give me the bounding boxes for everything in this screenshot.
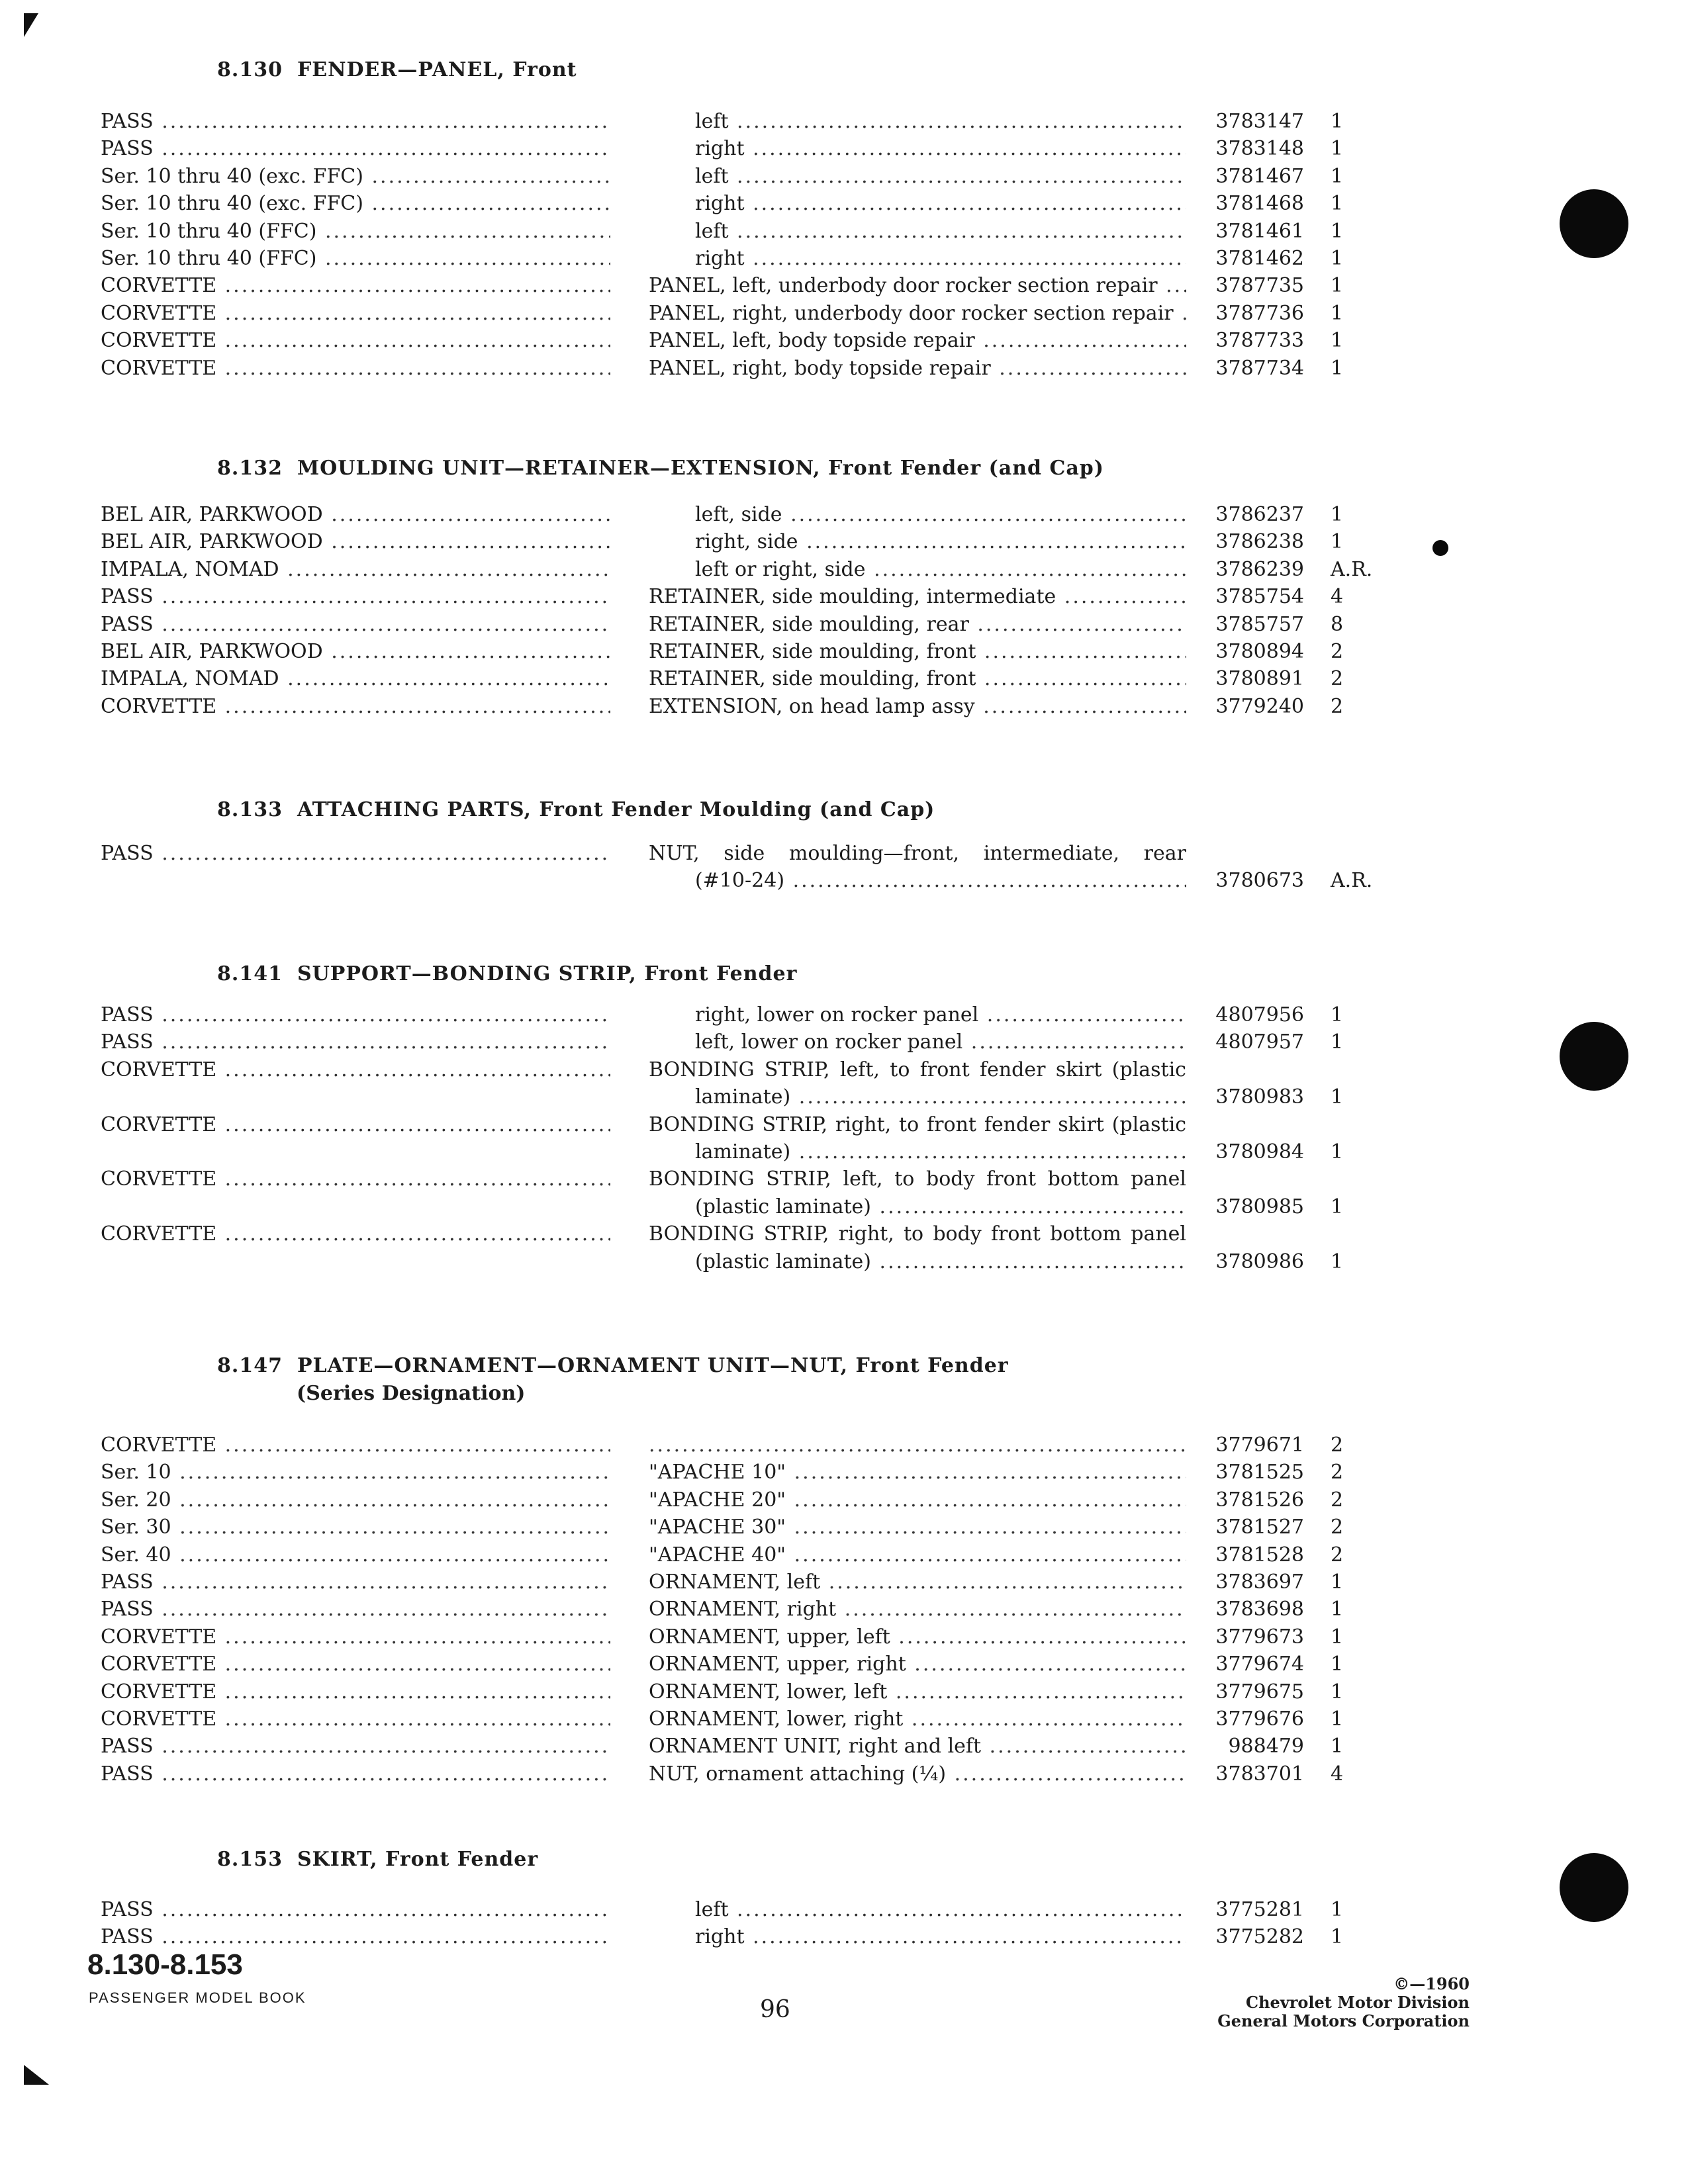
part-number-cell: 3781468 [1215, 192, 1304, 216]
quantity-cell: 1 [1331, 530, 1344, 554]
quantity-cell: 8 [1331, 612, 1344, 636]
description-cell: "APACHE 30" ..... [649, 1514, 1186, 1541]
part-number-cell: 3780984 [1215, 1140, 1304, 1163]
quantity-cell: 1 [1331, 1250, 1344, 1273]
model-cell: PASS ..... [101, 1924, 610, 1950]
description-cell: right ..... [695, 1924, 1186, 1950]
description-cell: right ..... [695, 191, 1186, 217]
part-number-cell: 3780894 [1215, 640, 1304, 663]
model-cell: PASS ..... [101, 584, 610, 610]
quantity-cell: 1 [1331, 1898, 1344, 1921]
section-number: 8.141 [217, 962, 283, 985]
part-number-cell: 4807956 [1215, 1003, 1304, 1026]
description-cell: NUT, ornament attaching (¼) ..... [649, 1761, 1186, 1788]
quantity-cell: 1 [1331, 356, 1344, 380]
table-row [0, 109, 1688, 135]
publisher-division: Chevrolet Motor Division [1246, 1993, 1470, 2012]
quantity-cell: 1 [1331, 192, 1344, 216]
description-cell: BONDING STRIP, left, to front fender skirt (plastic [649, 1058, 1186, 1081]
quantity-cell: 1 [1331, 219, 1344, 243]
table-row [0, 841, 1688, 893]
description-continuation: laminate) ..... [695, 1084, 1186, 1111]
model-cell: Ser. 10 ..... [101, 1459, 610, 1486]
copyright-notice: ©—1960 [1393, 1974, 1470, 1993]
model-cell: PASS ..... [101, 136, 610, 162]
description-cell: left, side ..... [695, 502, 1186, 528]
model-cell: CORVETTE ..... [101, 273, 610, 299]
model-cell: CORVETTE ..... [101, 694, 610, 720]
model-cell: PASS ..... [101, 612, 610, 638]
part-number-cell: 3780891 [1215, 667, 1304, 691]
part-number-cell: 3785754 [1215, 585, 1304, 609]
quantity-cell: 1 [1331, 1598, 1344, 1621]
model-cell: PASS ..... [101, 1596, 610, 1623]
part-number-cell: 3780673 [1215, 869, 1304, 893]
quantity-cell: 1 [1331, 1653, 1344, 1676]
quantity-cell: 1 [1331, 1707, 1344, 1731]
description-cell: left, lower on rocker panel ..... [695, 1029, 1186, 1056]
model-cell: PASS ..... [101, 1761, 610, 1788]
table-row [0, 666, 1688, 692]
description-cell: "APACHE 20" ..... [649, 1487, 1186, 1514]
model-cell: BEL AIR, PARKWOOD ..... [101, 639, 610, 665]
table-row [0, 639, 1688, 665]
model-cell: BEL AIR, PARKWOOD ..... [101, 502, 610, 528]
part-number-cell: 3783697 [1215, 1570, 1304, 1594]
description-cell: right ..... [695, 246, 1186, 272]
table-row [0, 1651, 1688, 1678]
description-cell: right ..... [695, 136, 1186, 162]
description-cell: ORNAMENT, upper, right ..... [649, 1651, 1186, 1678]
part-number-cell: 988479 [1228, 1735, 1304, 1758]
table-row [0, 584, 1688, 610]
quantity-cell: 2 [1331, 1543, 1344, 1567]
footer-book-title: PASSENGER MODEL BOOK [89, 1989, 306, 2006]
table-row [0, 1733, 1688, 1760]
part-number-cell: 3786239 [1215, 557, 1304, 581]
section-title [217, 962, 797, 985]
model-cell: Ser. 30 ..... [101, 1514, 610, 1541]
table-row [0, 529, 1688, 555]
section-title [217, 1848, 538, 1871]
description-continuation: (#10-24) ..... [695, 868, 1186, 894]
quantity-cell: 1 [1331, 329, 1344, 353]
part-number-cell: 3781461 [1215, 219, 1304, 243]
section-title [217, 58, 577, 81]
description-cell: left ..... [695, 218, 1186, 245]
description-cell: RETAINER, side moulding, front ..... [649, 639, 1186, 665]
description-cell: PANEL, right, body topside repair ..... [649, 355, 1186, 382]
description-cell: "APACHE 40" ..... [649, 1542, 1186, 1569]
section-title [217, 1354, 1009, 1377]
model-cell: Ser. 20 ..... [101, 1487, 610, 1514]
quantity-cell: 4 [1331, 585, 1344, 609]
part-number-cell: 3781527 [1215, 1516, 1304, 1539]
model-cell: PASS ..... [101, 1569, 610, 1596]
description-cell: EXTENSION, on head lamp assy ..... [649, 694, 1186, 720]
section-number: 8.147 [217, 1354, 283, 1377]
table-row [0, 1514, 1688, 1541]
part-number-cell: 3779675 [1215, 1680, 1304, 1704]
table-row [0, 1542, 1688, 1569]
quantity-cell: A.R. [1331, 557, 1373, 581]
quantity-cell: 1 [1331, 274, 1344, 298]
description-cell: ORNAMENT UNIT, right and left ..... [649, 1733, 1186, 1760]
section-heading: SUPPORT—BONDING STRIP, Front Fender [297, 962, 798, 985]
quantity-cell: 1 [1331, 1030, 1344, 1054]
model-cell: CORVETTE ..... [101, 355, 610, 382]
section-heading: ATTACHING PARTS, Front Fender Moulding (and Cap) [297, 798, 935, 821]
description-cell: ORNAMENT, left ..... [649, 1569, 1186, 1596]
part-number-cell: 3779676 [1215, 1707, 1304, 1731]
table-row [0, 1624, 1688, 1651]
table-row [0, 557, 1688, 583]
model-cell: Ser. 10 thru 40 (exc. FFC) ..... [101, 163, 610, 190]
quantity-cell: 2 [1331, 694, 1344, 718]
quantity-cell: 1 [1331, 1085, 1344, 1109]
table-row [0, 1459, 1688, 1486]
table-row [0, 246, 1688, 272]
part-number-cell: 3783698 [1215, 1598, 1304, 1621]
quantity-cell: A.R. [1331, 869, 1373, 893]
table-row [0, 1706, 1688, 1733]
description-cell: ORNAMENT, right ..... [649, 1596, 1186, 1623]
description-cell: NUT, side moulding—front, intermediate, rear [649, 842, 1186, 865]
table-row [0, 218, 1688, 245]
model-cell: CORVETTE ..... [101, 1651, 610, 1678]
description-continuation: laminate) ..... [695, 1139, 1186, 1165]
description-cell: ORNAMENT, upper, left ..... [649, 1624, 1186, 1651]
part-number-cell: 3775282 [1215, 1925, 1304, 1949]
description-cell: left ..... [695, 163, 1186, 190]
description-continuation: (plastic laminate) ..... [695, 1194, 1186, 1220]
table-row [0, 1112, 1688, 1163]
part-number-cell: 3785757 [1215, 612, 1304, 636]
quantity-cell: 2 [1331, 1488, 1344, 1512]
table-row [0, 1057, 1688, 1109]
model-cell: PASS ..... [101, 841, 610, 867]
table-row [0, 612, 1688, 638]
section-heading: FENDER—PANEL, Front [297, 58, 577, 81]
table-row [0, 1029, 1688, 1056]
description-cell: left ..... [695, 109, 1186, 135]
description-cell: PANEL, right, underbody door rocker section repair ..... [649, 300, 1186, 327]
part-number-cell: 3781528 [1215, 1543, 1304, 1567]
corner-crop-mark [24, 2065, 49, 2085]
model-cell: PASS ..... [101, 1029, 610, 1056]
table-row [0, 191, 1688, 217]
model-cell: BEL AIR, PARKWOOD ..... [101, 529, 610, 555]
quantity-cell: 1 [1331, 1003, 1344, 1026]
section-number: 8.132 [217, 457, 283, 480]
part-number-cell: 3781467 [1215, 164, 1304, 188]
model-cell: Ser. 10 thru 40 (FFC) ..... [101, 246, 610, 272]
model-cell: PASS ..... [101, 1002, 610, 1028]
description-cell: BONDING STRIP, right, to body front bottom panel [649, 1222, 1186, 1246]
quantity-cell: 2 [1331, 1461, 1344, 1484]
quantity-cell: 1 [1331, 301, 1344, 325]
model-cell: CORVETTE ..... [101, 1624, 610, 1651]
table-row [0, 273, 1688, 299]
section-heading: SKIRT, Front Fender [297, 1848, 539, 1871]
part-number-cell: 3781526 [1215, 1488, 1304, 1512]
description-cell: right, lower on rocker panel ..... [695, 1002, 1186, 1028]
part-number-cell: 3775281 [1215, 1898, 1304, 1921]
part-number-cell: 3787735 [1215, 274, 1304, 298]
table-row [0, 1432, 1688, 1459]
table-row [0, 136, 1688, 162]
description-cell: RETAINER, side moulding, front ..... [649, 666, 1186, 692]
part-number-cell: 3779671 [1215, 1433, 1304, 1457]
model-cell: CORVETTE ..... [101, 1166, 610, 1193]
part-number-cell: 3781525 [1215, 1461, 1304, 1484]
table-row [0, 1761, 1688, 1788]
section-title [217, 798, 935, 821]
part-number-cell: 3783701 [1215, 1762, 1304, 1786]
section-number: 8.130 [217, 58, 283, 81]
section-heading: MOULDING UNIT—RETAINER—EXTENSION, Front Fender (and Cap) [297, 457, 1104, 480]
publisher-block [1217, 1975, 1470, 2030]
model-cell: CORVETTE ..... [101, 1432, 610, 1459]
part-number-cell: 3781462 [1215, 247, 1304, 270]
part-number-cell: 3780985 [1215, 1195, 1304, 1218]
table-row [0, 1924, 1688, 1950]
table-row [0, 1569, 1688, 1596]
description-cell: left ..... [695, 1897, 1186, 1923]
part-number-cell: 3787733 [1215, 329, 1304, 353]
quantity-cell: 1 [1331, 1625, 1344, 1649]
model-cell: Ser. 10 thru 40 (exc. FFC) ..... [101, 191, 610, 217]
table-row [0, 1897, 1688, 1923]
quantity-cell: 2 [1331, 667, 1344, 691]
part-number-cell: 3786238 [1215, 530, 1304, 554]
description-cell: PANEL, left, body topside repair ..... [649, 328, 1186, 354]
quantity-cell: 1 [1331, 1195, 1344, 1218]
model-cell: PASS ..... [101, 109, 610, 135]
quantity-cell: 2 [1331, 1516, 1344, 1539]
table-row [0, 355, 1688, 382]
model-cell: CORVETTE ..... [101, 1221, 610, 1248]
part-number-cell: 3779674 [1215, 1653, 1304, 1676]
description-cell: right, side ..... [695, 529, 1186, 555]
section-heading: PLATE—ORNAMENT—ORNAMENT UNIT—NUT, Front Fender [297, 1354, 1009, 1377]
quantity-cell: 1 [1331, 1570, 1344, 1594]
page-number: 96 [760, 1996, 790, 2023]
quantity-cell: 1 [1331, 1735, 1344, 1758]
description-cell: left or right, side ..... [695, 557, 1186, 583]
quantity-cell: 1 [1331, 503, 1344, 526]
model-cell: PASS ..... [101, 1733, 610, 1760]
part-number-cell: 3783147 [1215, 110, 1304, 133]
quantity-cell: 1 [1331, 164, 1344, 188]
section-number: 8.133 [217, 798, 283, 821]
quantity-cell: 1 [1331, 1140, 1344, 1163]
part-number-cell: 3786237 [1215, 503, 1304, 526]
table-row [0, 300, 1688, 327]
part-number-cell: 3779240 [1215, 694, 1304, 718]
table-row [0, 1221, 1688, 1273]
model-cell: PASS ..... [101, 1897, 610, 1923]
part-number-cell: 3780983 [1215, 1085, 1304, 1109]
quantity-cell: 1 [1331, 1925, 1344, 1949]
description-cell: BONDING STRIP, left, to body front bottom panel [649, 1167, 1186, 1191]
quantity-cell: 2 [1331, 1433, 1344, 1457]
footer-section-range: 8.130-8.153 [87, 1948, 243, 1981]
model-cell: CORVETTE ..... [101, 1706, 610, 1733]
table-row [0, 163, 1688, 190]
quantity-cell: 1 [1331, 1680, 1344, 1704]
description-cell: BONDING STRIP, right, to front fender skirt (plastic [649, 1113, 1186, 1136]
description-cell: PANEL, left, underbody door rocker section repair ..... [649, 273, 1186, 299]
model-cell: CORVETTE ..... [101, 1112, 610, 1138]
description-cell: ORNAMENT, lower, left ..... [649, 1679, 1186, 1706]
part-number-cell: 4807957 [1215, 1030, 1304, 1054]
publisher-corporation: General Motors Corporation [1217, 2011, 1470, 2030]
section-subtitle: (Series Designation) [297, 1382, 526, 1405]
quantity-cell: 4 [1331, 1762, 1344, 1786]
model-cell: Ser. 40 ..... [101, 1542, 610, 1569]
model-cell: CORVETTE ..... [101, 1057, 610, 1083]
table-row [0, 694, 1688, 720]
table-row [0, 1596, 1688, 1623]
table-row [0, 1679, 1688, 1706]
quantity-cell: 1 [1331, 247, 1344, 270]
model-cell: IMPALA, NOMAD ..... [101, 557, 610, 583]
part-number-cell: 3780986 [1215, 1250, 1304, 1273]
model-cell: IMPALA, NOMAD ..... [101, 666, 610, 692]
table-row [0, 1002, 1688, 1028]
description-cell: RETAINER, side moulding, rear ..... [649, 612, 1186, 638]
description-continuation: (plastic laminate) ..... [695, 1249, 1186, 1275]
section-number: 8.153 [217, 1848, 283, 1871]
quantity-cell: 1 [1331, 110, 1344, 133]
part-number-cell: 3783148 [1215, 137, 1304, 161]
model-cell: CORVETTE ..... [101, 1679, 610, 1706]
model-cell: Ser. 10 thru 40 (FFC) ..... [101, 218, 610, 245]
model-cell: CORVETTE ..... [101, 300, 610, 327]
part-number-cell: 3787736 [1215, 301, 1304, 325]
model-cell: CORVETTE ..... [101, 328, 610, 354]
quantity-cell: 1 [1331, 137, 1344, 161]
quantity-cell: 2 [1331, 640, 1344, 663]
table-row [0, 1487, 1688, 1514]
table-row [0, 328, 1688, 354]
table-row [0, 1166, 1688, 1218]
description-cell [649, 1432, 1186, 1459]
part-number-cell: 3787734 [1215, 356, 1304, 380]
description-cell: ORNAMENT, lower, right ..... [649, 1706, 1186, 1733]
table-row [0, 502, 1688, 528]
part-number-cell: 3779673 [1215, 1625, 1304, 1649]
corner-crop-mark [24, 13, 38, 37]
section-title [217, 457, 1104, 480]
description-cell: "APACHE 10" ..... [649, 1459, 1186, 1486]
description-cell: RETAINER, side moulding, intermediate ..... [649, 584, 1186, 610]
